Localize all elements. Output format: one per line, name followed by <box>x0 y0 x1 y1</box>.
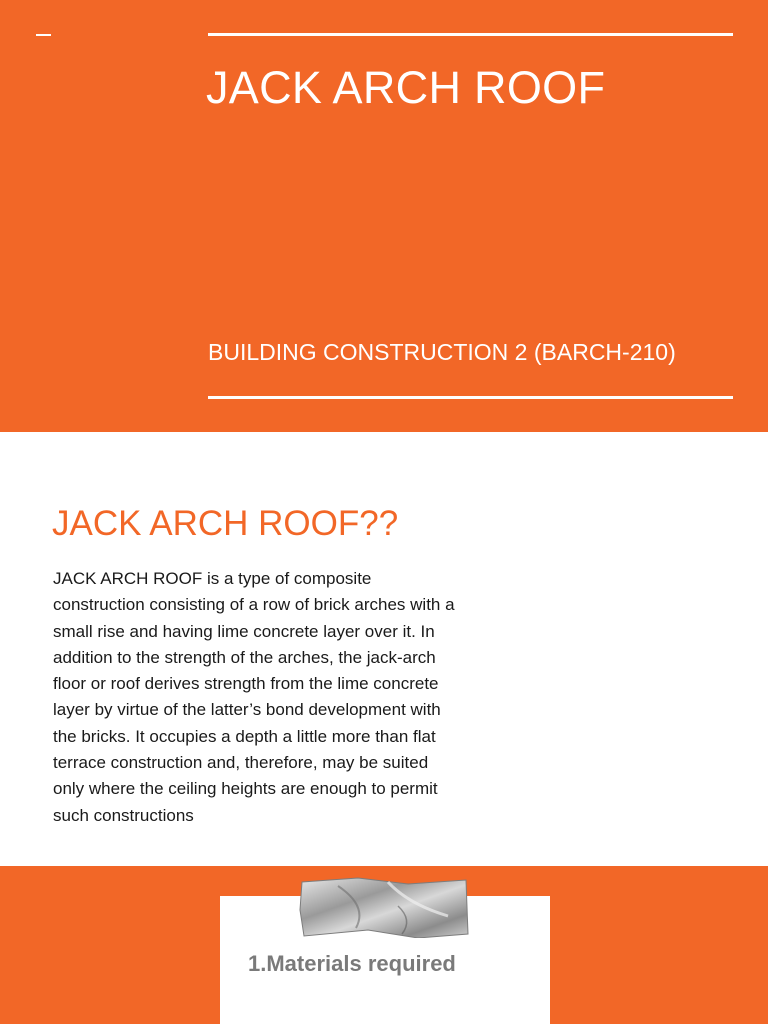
cover-slide <box>0 0 768 432</box>
corner-dash <box>36 34 51 36</box>
bottom-divider <box>208 396 733 399</box>
intro-body: JACK ARCH ROOF is a type of composite construction consisting of a row of brick arches with a small rise and having lime concrete layer over it. In addition to the strength of the arches, the jack-arch floor or roof derives strength from the lime concrete layer by virtue of the latter’s bond development with the bricks. It occupies a depth a little more than flat terrace construction and, therefore, may be suited only where the ceiling heights are enough to permit such constructions <box>53 569 455 825</box>
intro-slide <box>0 432 768 866</box>
section-slide <box>0 866 768 1024</box>
section-card-title: 1.Materials required <box>248 951 456 976</box>
cover-title: JACK ARCH ROOF <box>206 62 606 113</box>
tape-image <box>298 876 470 938</box>
intro-heading: JACK ARCH ROOF?? <box>52 504 399 543</box>
cover-subtitle: BUILDING CONSTRUCTION 2 (BARCH-210) <box>208 339 676 365</box>
top-divider <box>208 33 733 36</box>
